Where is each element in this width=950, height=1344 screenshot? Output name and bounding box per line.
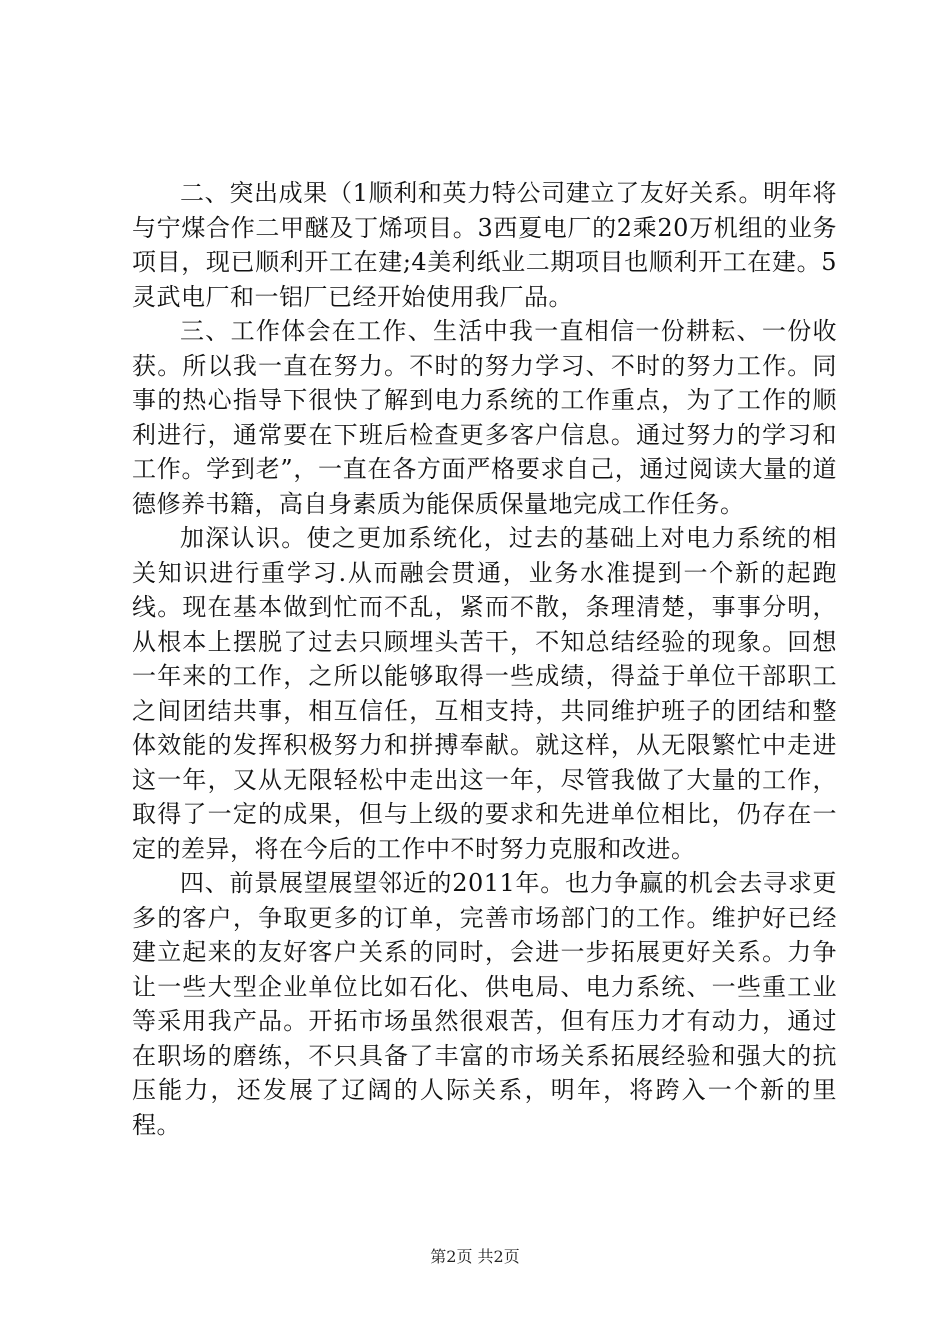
page-footer: 第2页 共2页: [430, 1247, 520, 1266]
paragraph-outlook: 四、前景展望展望邻近的2011年。也力争赢的机会去寻求更多的客户，争取更多的订单，完善市场部门的工作。维护好已经建立起来的友好客户关系的同时，会进一步拓展更好关系。力争让一些大型企业单位比如石化、供电局、电力系统、一些重工业等采用我产品。开拓市场虽然很艰苦，但有压力才有动力，通过在职场的磨练，不只具备了丰富的市场关系拓展经验和强大的抗压能力，还发展了辽阔的人际关系，明年，将跨入一个新的里程。: [132, 869, 837, 1139]
document-body: [132, 176, 837, 1142]
paragraph-achievements: 二、突出成果（1顺利和英力特公司建立了友好关系。明年将与宁煤合作二甲醚及丁烯项目。3西夏电厂的2乘20万机组的业务项目，现已顺利开工在建;4美利纸业二期项目也顺利开工在建。5灵武电厂和一铝厂已经开始使用我厂品。: [132, 179, 837, 311]
paragraph-deepen-understanding: 加深认识。使之更加系统化，过去的基础上对电力系统的相关知识进行重学习.从而融会贯通，业务水准提到一个新的起跑线。现在基本做到忙而不乱，紧而不散，条理清楚，事事分明，从根本上摆脱了过去只顾埋头苦干，不知总结经验的现象。回想一年来的工作，之所以能够取得一些成绩，得益于单位干部职工之间团结共事，相互信任，互相支持，共同维护班子的团结和整体效能的发挥积极努力和拼搏奉献。就这样，从无限繁忙中走进这一年，又从无限轻松中走出这一年，尽管我做了大量的工作，取得了一定的成果，但与上级的要求和先进单位相比，仍存在一定的差异，将在今后的工作中不时努力克服和改进。: [132, 524, 837, 863]
paragraph-work-experience: 三、工作体会在工作、生活中我一直相信一份耕耘、一份收获。所以我一直在努力。不时的努力学习、不时的努力工作。同事的热心指导下很快了解到电力系统的工作重点，为了工作的顺利进行，通常要在下班后检查更多客户信息。通过努力的学习和工作。学到老”，一直在各方面严格要求自己，通过阅读大量的道德修养书籍，高自身素质为能保质保量地完成工作任务。: [132, 317, 837, 518]
